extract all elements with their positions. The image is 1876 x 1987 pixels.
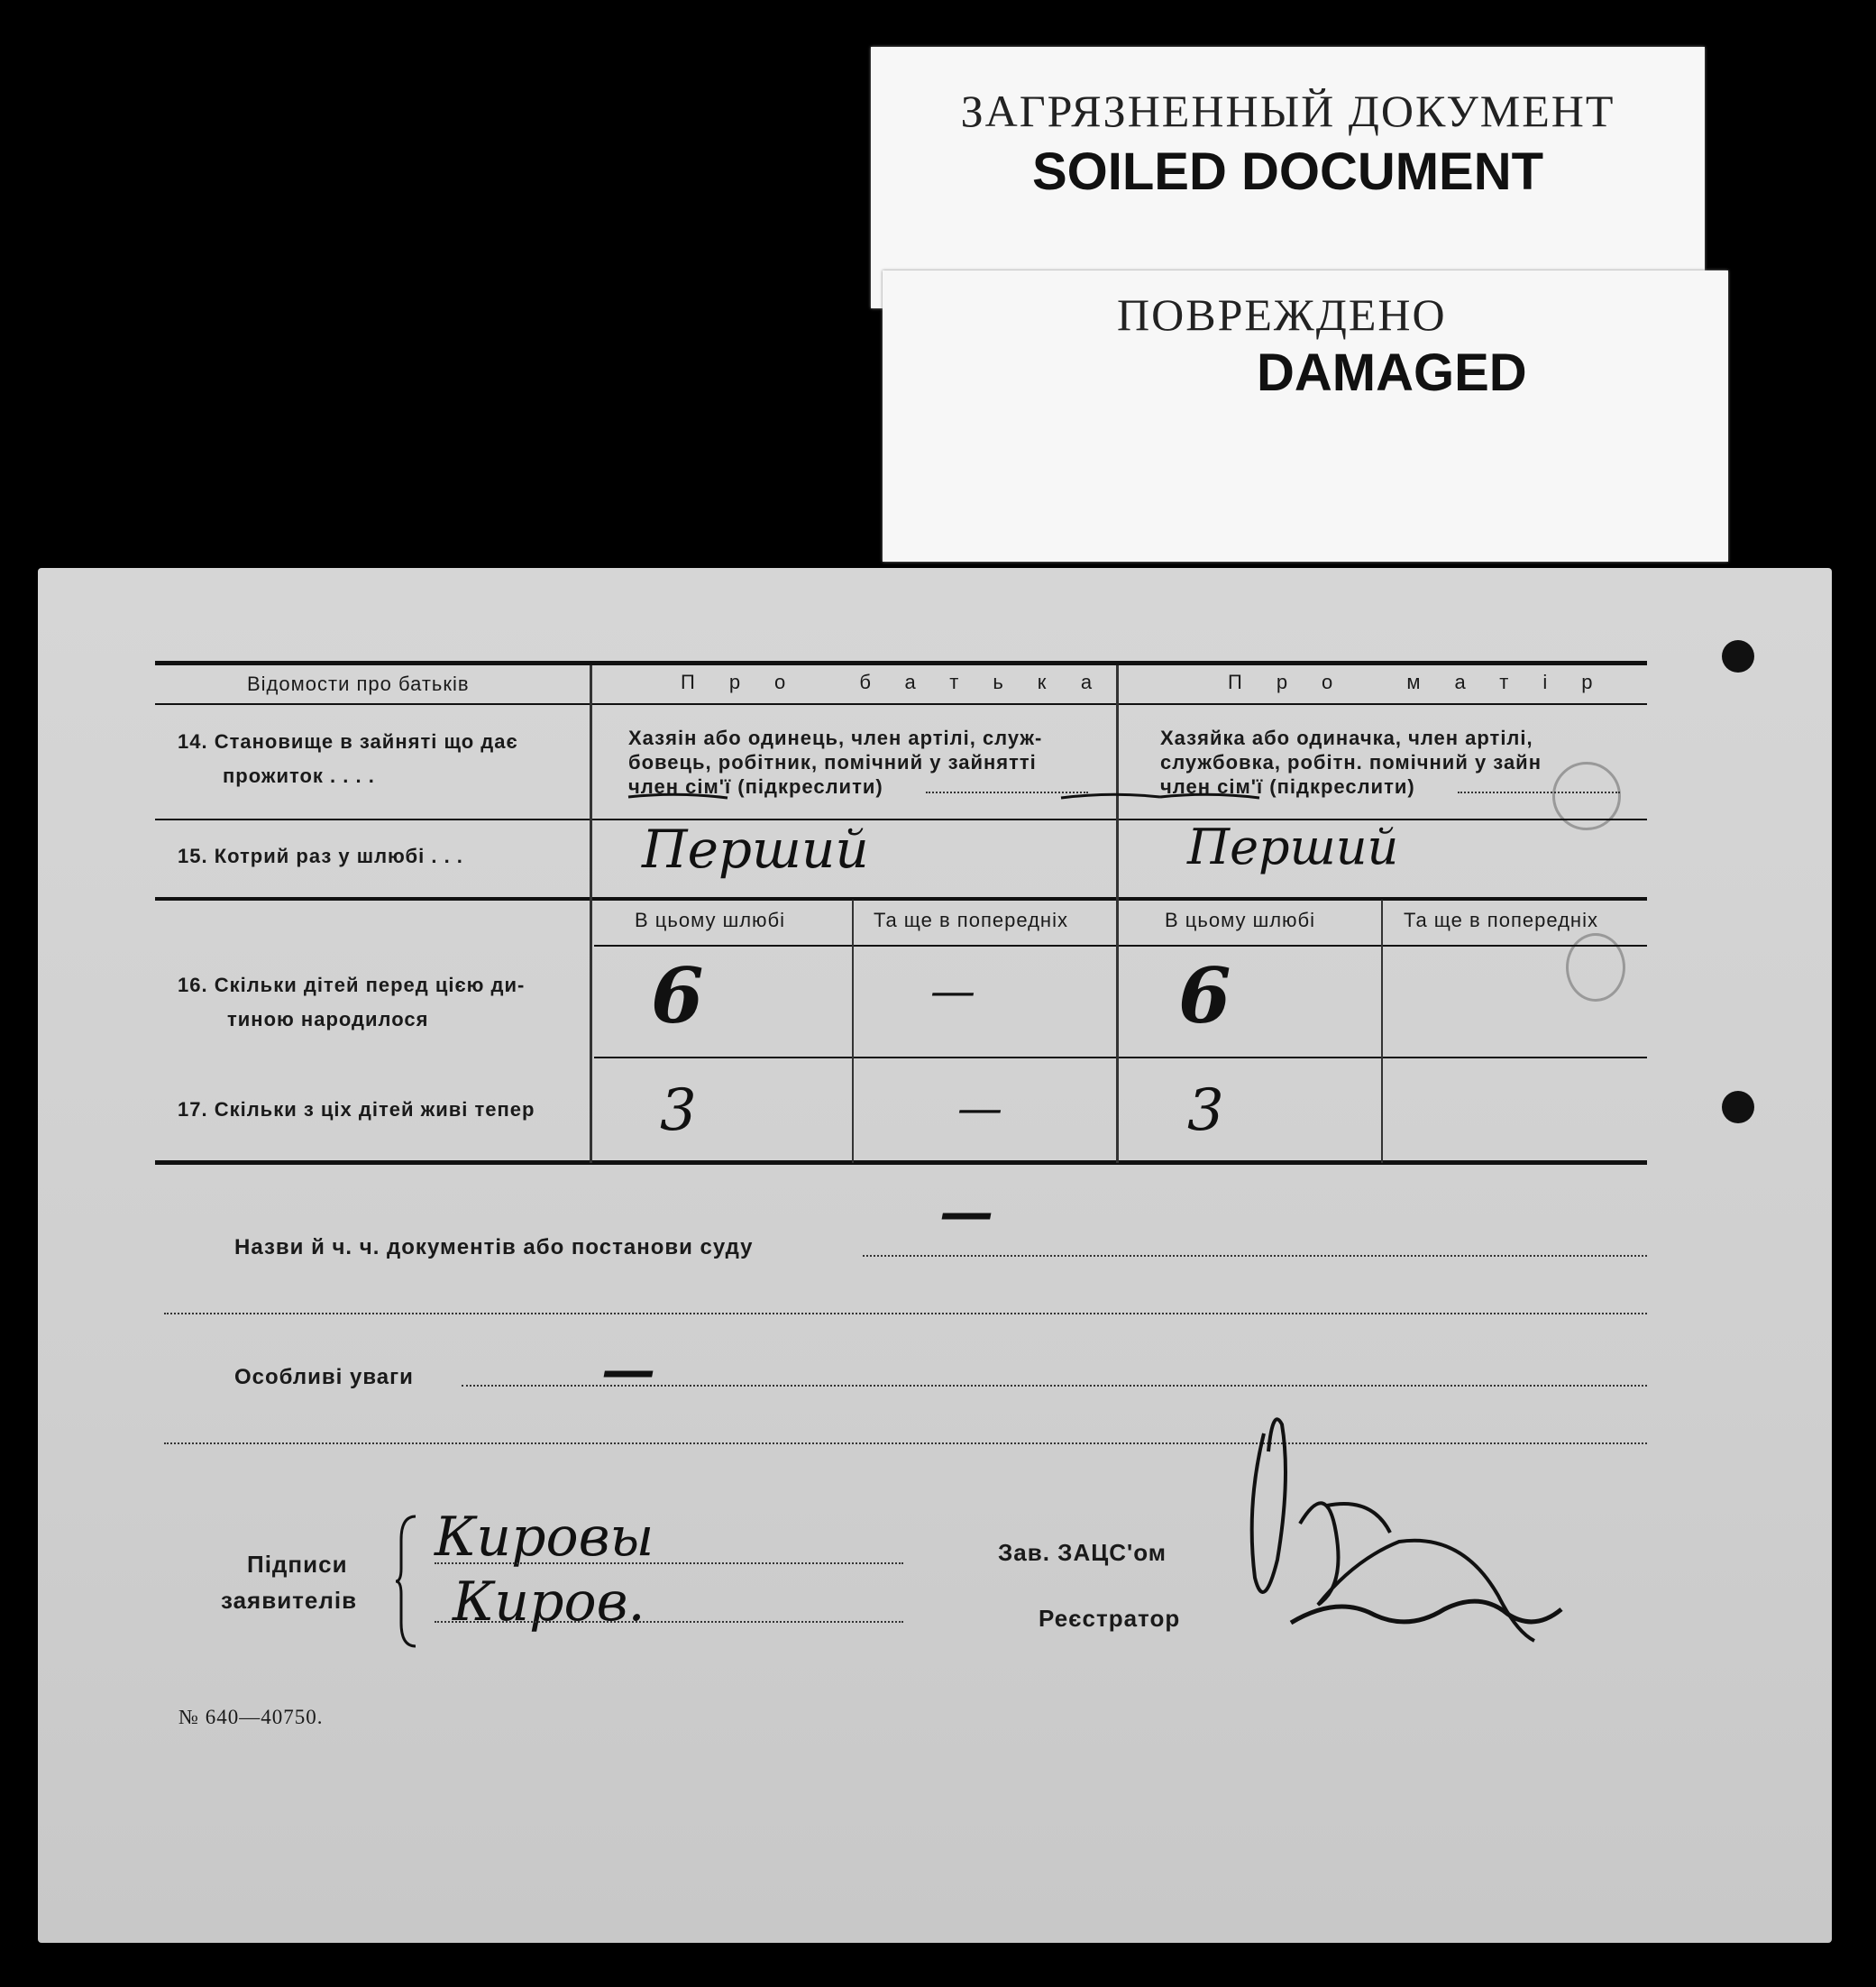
row14-mother-line2: службовка, робітн. помічний у зайн xyxy=(1160,751,1542,774)
header-about-mother: Про матір xyxy=(1228,671,1627,693)
subheader-this-marriage-father: В цьому шлюбі xyxy=(635,909,786,931)
table-rule xyxy=(155,703,1647,705)
row17-father-this: 3 xyxy=(660,1077,697,1144)
fill-line xyxy=(435,1562,903,1564)
row16-father-this: 6 xyxy=(651,951,704,1040)
brace-mark xyxy=(394,1513,421,1650)
subheader-previous-father: Та ще в попередніх xyxy=(874,909,1068,931)
table-rule xyxy=(155,897,1647,901)
row14-mother-line1: Хазяйка або одиначка, член артілі, xyxy=(1160,727,1533,749)
table-rule xyxy=(155,819,1647,820)
row16-label-line2: тиною народилося xyxy=(227,1008,429,1030)
punch-hole xyxy=(1722,640,1754,673)
registrar-label: Реєстратор xyxy=(1039,1605,1181,1632)
row14-label-line1: 14. Становище в зайняті що дає xyxy=(178,730,518,753)
applicant-signature-1: Кировы xyxy=(435,1506,654,1569)
row14-father-line1: Хазяін або одинець, член артілі, служ- xyxy=(628,727,1043,749)
row15-mother-value: Перший xyxy=(1187,819,1399,875)
table-col-rule xyxy=(1381,900,1383,1163)
registration-form-sheet xyxy=(38,568,1832,1943)
row16-label-line1: 16. Скільки дітей перед цією ди- xyxy=(178,974,526,996)
row15-label: 15. Котрий раз у шлюбі . . . xyxy=(178,845,463,867)
stain-ring xyxy=(1566,933,1625,1002)
documents-label: Назви й ч. ч. документів або постанови суду xyxy=(234,1235,754,1259)
row16-mother-this: 6 xyxy=(1178,951,1231,1040)
applicants-signatures-label-line1: Підписи xyxy=(247,1551,348,1578)
soiled-label-ru: ЗАГРЯЗНЕННЫЙ ДОКУМЕНТ xyxy=(960,86,1615,136)
applicants-signatures-label-line2: заявителів xyxy=(221,1587,358,1614)
table-rule xyxy=(594,945,1647,947)
table-col-rule xyxy=(1116,665,1119,1163)
row14-mother-line3: член сім'ї (підкреслити) xyxy=(1160,775,1415,798)
subheader-previous-mother: Та ще в попередніх xyxy=(1404,909,1598,931)
official-signature xyxy=(1192,1397,1661,1686)
soiled-label-en: SOILED DOCUMENT xyxy=(1031,142,1544,201)
applicant-signature-2: Киров. xyxy=(453,1570,645,1634)
subheader-this-marriage-mother: В цьому шлюбі xyxy=(1165,909,1316,931)
table-col-rule xyxy=(852,900,854,1163)
damaged-label-ru: ПОВРЕЖДЕНО xyxy=(1117,289,1447,340)
row17-father-previous: — xyxy=(957,1082,1002,1134)
soiled-document-label xyxy=(871,47,1705,308)
documents-value: — xyxy=(939,1181,993,1244)
remarks-value: — xyxy=(601,1339,655,1402)
row16-father-previous: — xyxy=(930,965,975,1017)
row15-father-value: Перший xyxy=(642,819,869,880)
row14-father-line3: член сім'ї (підкреслити) xyxy=(628,775,883,798)
damaged-label-en: DAMAGED xyxy=(1257,343,1527,402)
punch-hole xyxy=(1722,1091,1754,1123)
row17-label: 17. Скільки з ціх дітей живі тепер xyxy=(178,1098,535,1121)
zags-head-label: Зав. ЗАЦС'ом xyxy=(998,1539,1167,1566)
fill-line xyxy=(164,1313,1647,1314)
table-bottom-rule xyxy=(155,1160,1647,1165)
damaged-label xyxy=(883,270,1728,562)
fill-line xyxy=(435,1621,903,1623)
row14-father-line2: бовець, робітник, помічний у зайнятті xyxy=(628,751,1037,774)
header-about-father: Про батька xyxy=(681,671,1127,693)
header-parents-info: Відомости про батьків xyxy=(247,673,470,695)
remarks-label: Особливі уваги xyxy=(234,1365,414,1389)
table-col-rule xyxy=(590,665,592,1163)
fill-line xyxy=(863,1255,1647,1257)
table-rule xyxy=(594,1057,1647,1058)
underline-mark xyxy=(1156,790,1264,802)
row17-mother-this: 3 xyxy=(1187,1077,1224,1144)
fill-line xyxy=(1458,792,1620,793)
table-top-rule xyxy=(155,661,1647,665)
form-number: № 640—40750. xyxy=(178,1706,324,1728)
underline-mark xyxy=(624,790,1165,802)
row14-label-line2: прожиток . . . . xyxy=(223,765,375,787)
